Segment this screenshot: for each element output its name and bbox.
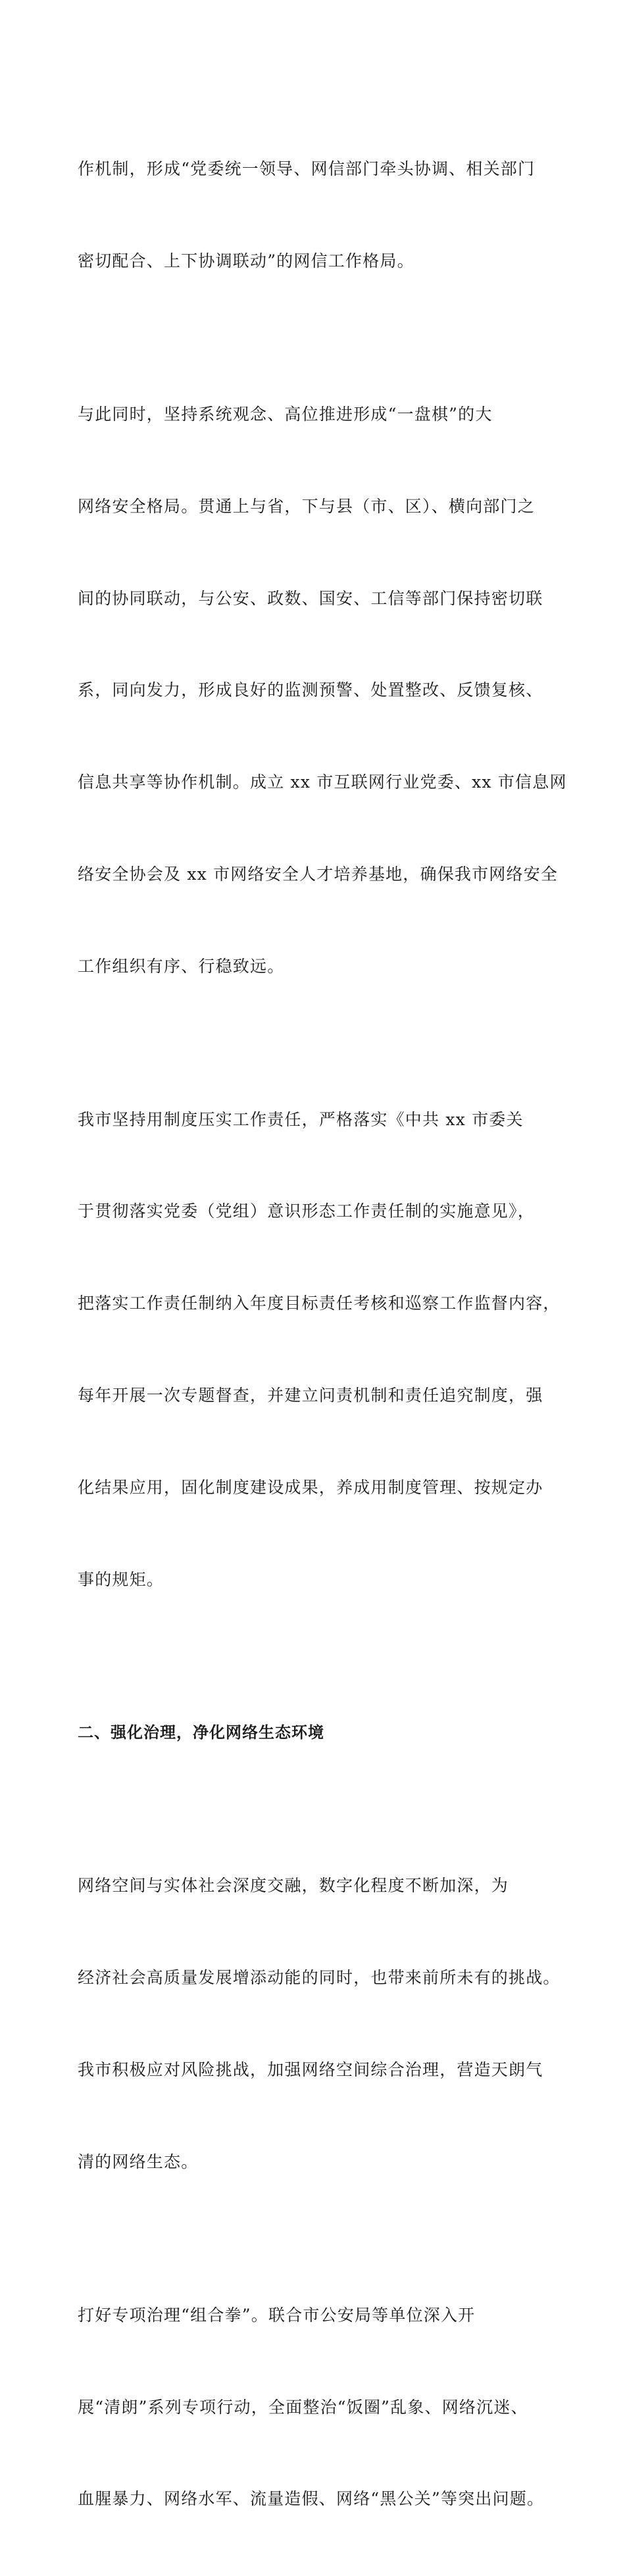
text-line: 我市积极应对风险挑战，加强网络空间综合治理，营造天朗气 bbox=[78, 2060, 543, 2079]
text-line: 作机制，形成“党委统一领导、网信部门牵头协调、相关部门 bbox=[78, 159, 536, 179]
text-line: 密切配合、上下协调联动”的网信工作格局。 bbox=[78, 251, 414, 270]
text-line: 间的协同联动，与公安、政数、国安、工信等部门保持密切联 bbox=[78, 588, 543, 608]
text-line: 化结果应用，固化制度建设成果，养成用制度管理、按规定办 bbox=[78, 1477, 543, 1497]
text-line: 每年开展一次专题督查，并建立问责机制和责任追究制度，强 bbox=[78, 1385, 543, 1405]
paragraph-cyberspace-governance bbox=[78, 1809, 561, 2238]
section-heading bbox=[78, 1656, 551, 1809]
text-line: 与此同时，坚持系统观念、高位推进形成“一盘棋”的大 bbox=[78, 404, 493, 424]
paragraph-responsibility-system bbox=[78, 1043, 561, 1656]
heading-line: 二、强化治理，净化网络生态环境 bbox=[78, 1723, 324, 1742]
document-body bbox=[78, 93, 567, 2576]
text-line: 网络空间与实体社会深度交融，数字化程度不断加深，为 bbox=[78, 1876, 509, 1896]
text-line: 系，同向发力，形成良好的监测预警、处置整改、反馈复核、 bbox=[78, 680, 543, 700]
text-line: 网络安全格局。贯通上与省，下与县（市、区）、横向部门之 bbox=[78, 496, 535, 516]
text-line: 络安全协会及 xx 市网络安全人才培养基地，确保我市网络安全 bbox=[78, 864, 559, 884]
text-line: 清的网络生态。 bbox=[78, 2152, 199, 2171]
text-line: 我市坚持用制度压实工作责任，严格落实《中共 xx 市委关 bbox=[78, 1109, 524, 1129]
paragraph-special-governance bbox=[78, 2239, 551, 2576]
text-line: 展“清朗”系列专项行动，全面整治“饭圈”乱象、网络沉迷、 bbox=[78, 2397, 528, 2417]
paragraph-network-security-pattern bbox=[78, 338, 567, 1044]
text-line: 血腥暴力、网络水军、流量造假、网络“黑公关”等突出问题。 bbox=[78, 2489, 545, 2509]
text-line: 把落实工作责任制纳入年度目标责任考核和巡察工作监督内容， bbox=[78, 1294, 561, 1313]
paragraph-work-mechanism bbox=[78, 93, 551, 338]
text-line: 信息共享等协作机制。成立 xx 市互联网行业党委、xx 市信息网 bbox=[78, 772, 567, 792]
text-line: 事的规矩。 bbox=[78, 1569, 164, 1589]
text-line: 打好专项治理“组合拳”。联合市公安局等单位深入开 bbox=[78, 2305, 476, 2325]
text-line: 工作组织有序、行稳致远。 bbox=[78, 956, 285, 976]
text-line: 经济社会高质量发展增添动能的同时，也带来前所未有的挑战。 bbox=[78, 1968, 561, 1988]
text-line: 于贯彻落实党委（党组）意识形态工作责任制的实施意见》， bbox=[78, 1201, 535, 1221]
